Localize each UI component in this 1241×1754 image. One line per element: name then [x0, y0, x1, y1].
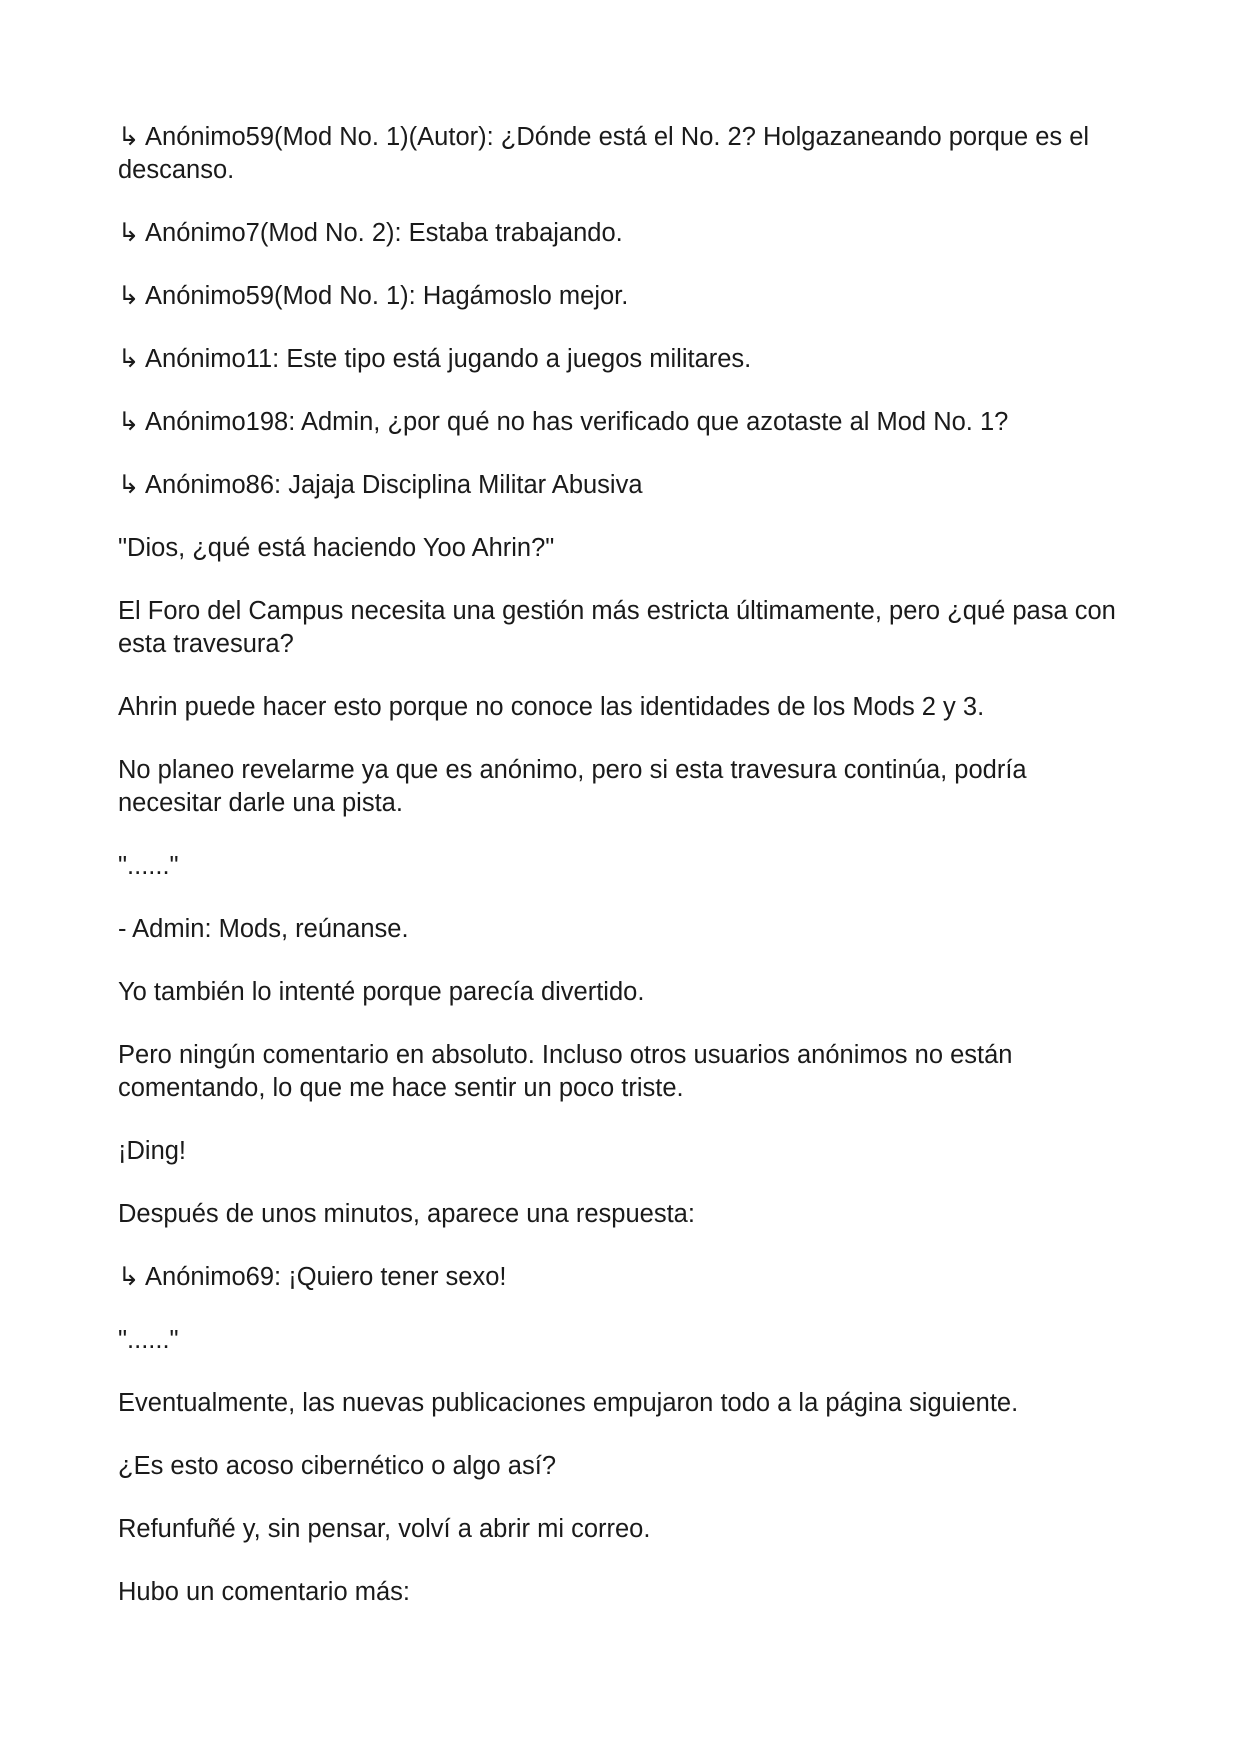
- narrative-paragraph: No planeo revelarme ya que es anónimo, pero si esta travesura continúa, podría necesitar darle una pista.: [118, 756, 1034, 817]
- comment-reply-4: ↳ Anónimo11: Este tipo está jugando a juegos militares.: [118, 345, 752, 373]
- narrative-paragraph: Después de unos minutos, aparece una respuesta:: [118, 1200, 695, 1228]
- narrative-paragraph: Yo también lo intenté porque parecía divertido.: [118, 978, 645, 1006]
- comment-reply-2: ↳ Anónimo7(Mod No. 2): Estaba trabajando.: [118, 219, 623, 247]
- comment-reply-5: ↳ Anónimo198: Admin, ¿por qué no has verificado que azotaste al Mod No. 1?: [118, 408, 1009, 436]
- admin-post: - Admin: Mods, reúnanse.: [118, 915, 409, 943]
- narrative-paragraph: Refunfuñé y, sin pensar, volví a abrir mi correo.: [118, 1515, 651, 1543]
- dialogue-line: "......": [118, 1326, 179, 1354]
- narrative-paragraph: Ahrin puede hacer esto porque no conoce las identidades de los Mods 2 y 3.: [118, 693, 985, 721]
- narrative-paragraph: ¿Es esto acoso cibernético o algo así?: [118, 1452, 556, 1480]
- narrative-paragraph: Pero ningún comentario en absoluto. Incluso otros usuarios anónimos no están comentando, lo que me hace sentir un poco triste.: [118, 1041, 1020, 1102]
- document-page: [118, 121, 1128, 1639]
- narrative-paragraph: El Foro del Campus necesita una gestión más estricta últimamente, pero ¿qué pasa con esta travesura?: [118, 597, 1123, 658]
- dialogue-line: "......": [118, 852, 179, 880]
- comment-reply-7: ↳ Anónimo69: ¡Quiero tener sexo!: [118, 1263, 507, 1291]
- comment-reply-6: ↳ Anónimo86: Jajaja Disciplina Militar Abusiva: [118, 471, 643, 499]
- sound-effect: ¡Ding!: [118, 1137, 187, 1165]
- comment-reply-1: ↳ Anónimo59(Mod No. 1)(Autor): ¿Dónde está el No. 2? Holgazaneando porque es el descanso.: [118, 123, 1097, 184]
- narrative-paragraph: Hubo un comentario más:: [118, 1578, 410, 1606]
- narrative-paragraph: Eventualmente, las nuevas publicaciones empujaron todo a la página siguiente.: [118, 1389, 1019, 1417]
- comment-reply-3: ↳ Anónimo59(Mod No. 1): Hagámoslo mejor.: [118, 282, 629, 310]
- dialogue-line: "Dios, ¿qué está haciendo Yoo Ahrin?": [118, 534, 555, 562]
